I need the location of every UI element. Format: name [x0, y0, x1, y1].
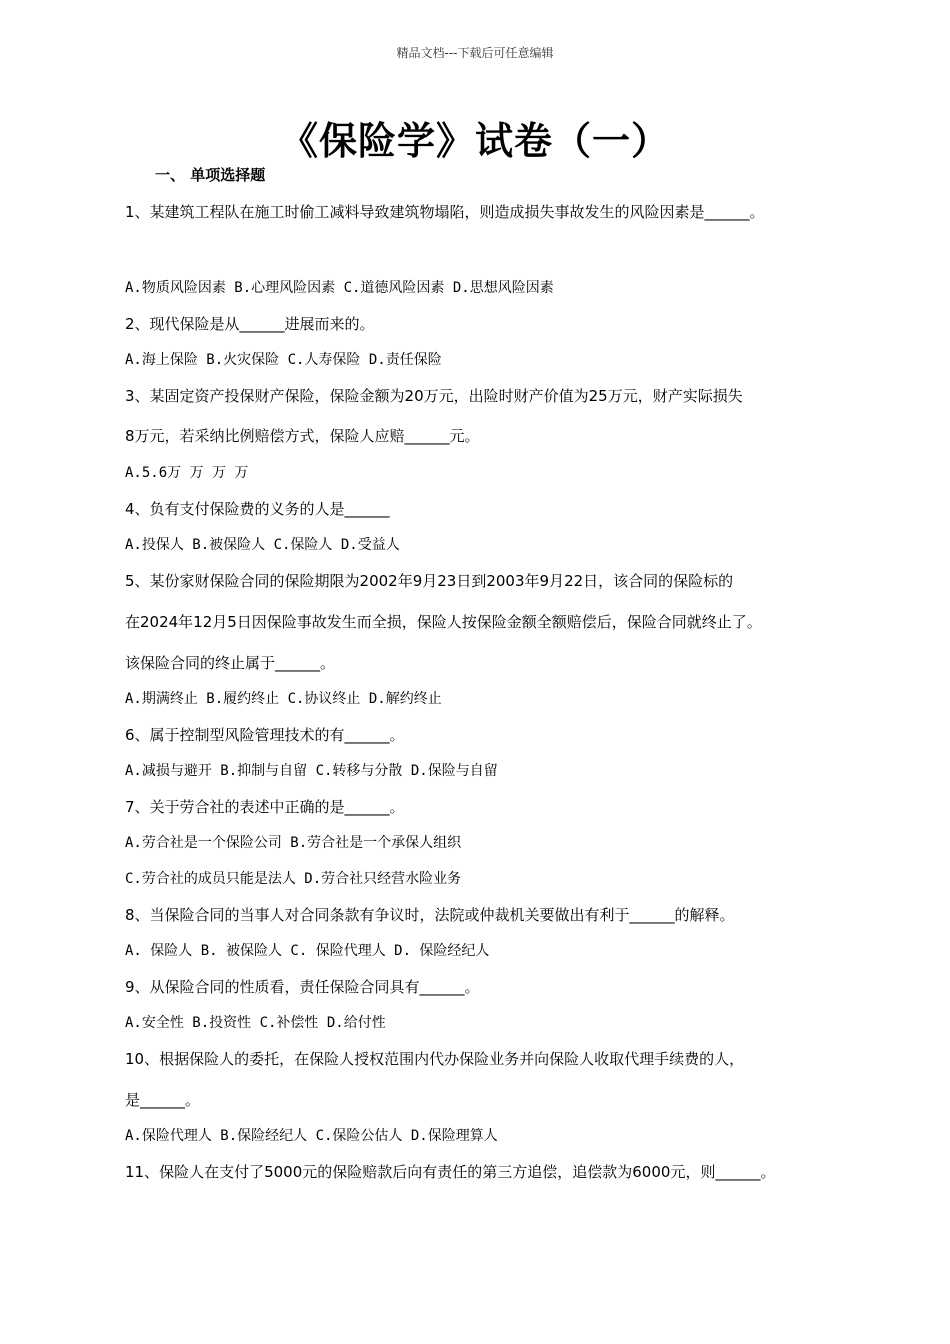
question-3-text-continued: 8万元，若采纳比例赔偿方式，保险人应赔______元。 — [125, 427, 480, 445]
question-9-options: A.安全性 B.投资性 C.补偿性 D.给付性 — [125, 1015, 386, 1031]
question-5-text-continued: 在2024年12月5日因保险事故发生而全损，保险人按保险金额全额赔偿后，保险合同就终止了。 — [125, 613, 762, 631]
question-6-options: A.减损与避开 B.抑制与自留 C.转移与分散 D.保险与自留 — [125, 763, 498, 779]
question-7-options-2: C.劳合社的成员只能是法人 D.劳合社只经营水险业务 — [125, 871, 462, 887]
question-7-options-1: A.劳合社是一个保险公司 B.劳合社是一个承保人组织 — [125, 835, 462, 851]
question-10-text-continued: 是______。 — [125, 1091, 201, 1109]
question-11-text: 11、保险人在支付了5000元的保险赔款后向有责任的第三方追偿，追偿款为6000元，则______。 — [125, 1163, 776, 1181]
question-2-text: 2、现代保险是从______进展而来的。 — [125, 315, 375, 333]
question-4-text: 4、负有支付保险费的义务的人是______ — [125, 500, 390, 518]
question-8-text: 8、当保险合同的当事人对合同条款有争议时，法院或仲裁机关要做出有利于______的解释。 — [125, 906, 735, 924]
question-5-text-end: 该保险合同的终止属于______。 — [125, 654, 336, 672]
question-7-text: 7、关于劳合社的表述中正确的是______。 — [125, 798, 405, 816]
question-1-options: A.物质风险因素 B.心理风险因素 C.道德风险因素 D.思想风险因素 — [125, 280, 554, 296]
header-note: 精品文档---下载后可任意编辑 — [396, 46, 554, 60]
question-8-options: A. 保险人 B. 被保险人 C. 保险代理人 D. 保险经纪人 — [125, 943, 490, 959]
section-heading: 一、 单项选择题 — [155, 166, 266, 184]
question-1-text: 1、某建筑工程队在施工时偷工减料导致建筑物塌陷，则造成损失事故发生的风险因素是______。 — [125, 203, 765, 221]
question-5-text: 5、某份家财保险合同的保险期限为2002年9月23日到2003年9月22日，该合同的保险标的 — [125, 572, 734, 590]
question-2-options: A.海上保险 B.火灾保险 C.人寿保险 D.责任保险 — [125, 352, 442, 368]
question-9-text: 9、从保险合同的性质看，责任保险合同具有______。 — [125, 978, 480, 996]
question-3-text: 3、某固定资产投保财产保险，保险金额为20万元，出险时财产价值为25万元，财产实际损失 — [125, 387, 743, 405]
question-10-options: A.保险代理人 B.保险经纪人 C.保险公估人 D.保险理算人 — [125, 1128, 498, 1144]
question-3-options: A.5.6万 万 万 万 — [125, 465, 249, 481]
question-6-text: 6、属于控制型风险管理技术的有______。 — [125, 726, 405, 744]
question-10-text: 10、根据保险人的委托，在保险人授权范围内代办保险业务并向保险人收取代理手续费的人， — [125, 1050, 745, 1068]
document-title: 《保险学》试卷（一） — [279, 119, 670, 163]
question-5-options: A.期满终止 B.履约终止 C.协议终止 D.解约终止 — [125, 691, 442, 707]
question-4-options: A.投保人 B.被保险人 C.保险人 D.受益人 — [125, 537, 400, 553]
